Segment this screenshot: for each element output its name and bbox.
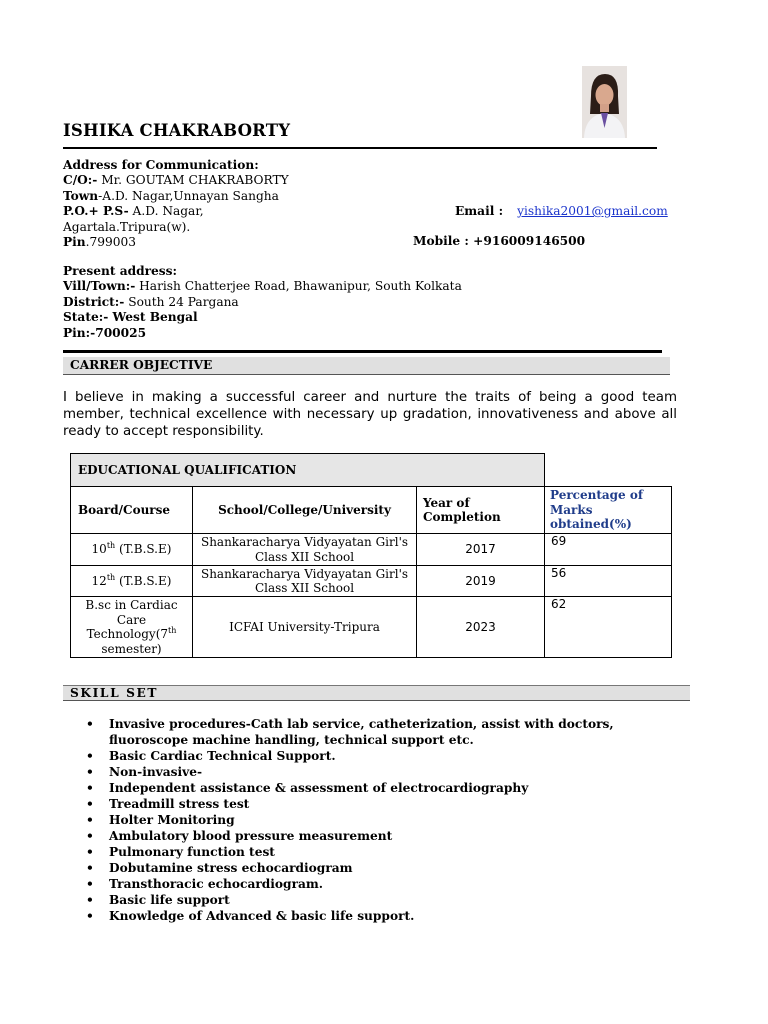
skills-heading: SKILL SET: [63, 685, 690, 701]
town-line: [63, 189, 289, 204]
pin-label: Pin: [63, 235, 86, 250]
district-label: District:-: [63, 294, 125, 309]
present-pin-value: 700025: [95, 325, 147, 340]
po-line: [63, 204, 289, 219]
header-school: School/College/University: [193, 487, 417, 534]
row-year: 2019: [417, 566, 545, 597]
co-value: Mr. GOUTAM CHAKRABORTY: [97, 173, 289, 188]
education-table: [70, 453, 672, 658]
list-item: • Independent assistance & assessment of electrocardiography: [86, 780, 686, 796]
mobile-value: +916009146500: [473, 234, 586, 248]
education-title: EDUCATIONAL QUALIFICATION: [71, 454, 545, 487]
list-item: • Dobutamine stress echocardiogram: [86, 860, 686, 876]
row-board: 12th (T.B.S.E): [71, 566, 193, 597]
list-item: • Basic life support: [86, 892, 686, 908]
row-school: ICFAI University-Tripura: [193, 597, 417, 658]
co-line: [63, 173, 289, 188]
present-address: [63, 264, 462, 341]
row-percentage: 62: [545, 597, 672, 658]
objective-heading: CARRER OBJECTIVE: [63, 357, 670, 375]
row-percentage: 69: [545, 534, 672, 566]
communication-address: [63, 158, 289, 250]
co-label: C/O:-: [63, 173, 98, 188]
district-line: [63, 295, 462, 310]
row-year: 2023: [417, 597, 545, 658]
list-item: • Treadmill stress test: [86, 796, 686, 812]
row-school: Shankaracharya Vidyayatan Girl's Class XII School: [193, 534, 417, 566]
list-item: • Non-invasive-: [86, 764, 686, 780]
profile-photo-image: [582, 66, 627, 138]
state-label: State:-: [63, 310, 109, 325]
education-section: [70, 453, 672, 658]
state-line: [63, 310, 462, 325]
list-item: • Knowledge of Advanced & basic life support.: [86, 908, 686, 924]
table-row: [71, 534, 672, 566]
vill-label: Vill/Town:-: [63, 279, 136, 294]
po-value: A.D. Nagar,: [128, 204, 204, 219]
list-item: • Transthoracic echocardiogram.: [86, 876, 686, 892]
communication-heading: Address for Communication:: [63, 158, 259, 172]
po-label: P.O.+ P.S-: [63, 204, 129, 219]
row-board: 10th (T.B.S.E): [71, 534, 193, 566]
district-value: South 24 Pargana: [124, 294, 239, 309]
row-year: 2017: [417, 534, 545, 566]
city-line: Agartala.Tripura(w).: [63, 219, 191, 234]
skills-list: [86, 716, 686, 924]
state-value: West Bengal: [108, 310, 198, 325]
list-item: • Basic Cardiac Technical Support.: [86, 748, 686, 764]
row-school: Shankaracharya Vidyayatan Girl's Class XII School: [193, 566, 417, 597]
town-label: Town: [63, 188, 99, 203]
list-item: • Holter Monitoring: [86, 812, 686, 828]
profile-photo: [582, 66, 627, 138]
row-board: B.sc in Cardiac Care Technology(7th semester): [71, 597, 193, 658]
mobile-row: [413, 234, 585, 249]
table-row: [71, 597, 672, 658]
list-item: • Ambulatory blood pressure measurement: [86, 828, 686, 844]
header-board: Board/Course: [71, 487, 193, 534]
email-label: Email :: [455, 204, 504, 218]
email-row: [455, 204, 668, 219]
header-divider: [63, 147, 657, 149]
list-item: • Invasive procedures-Cath lab service, catheterization, assist with doctors, fluoroscope machine handling, technical support etc.: [86, 716, 686, 748]
town-value: -A.D. Nagar,Unnayan Sangha: [98, 188, 279, 203]
education-header-row: [71, 487, 672, 534]
header-year: Year of Completion: [417, 487, 545, 534]
pin-line: [63, 235, 289, 250]
table-row: [71, 566, 672, 597]
present-heading: Present address:: [63, 264, 178, 278]
address-divider: [63, 350, 662, 353]
list-item: • Pulmonary function test: [86, 844, 686, 860]
header-percentage: Percentage of Marks obtained(%): [545, 487, 672, 534]
pin-value: .799003: [85, 235, 137, 250]
objective-text: I believe in making a successful career and nurture the traits of being a good team member, technical excellence with necessary up gradation, innovativeness and above all ready to accept responsibility.: [63, 390, 677, 439]
vill-line: [63, 279, 462, 294]
email-link[interactable]: yishika2001@gmail.com: [517, 204, 668, 218]
vill-value: Harish Chatterjee Road, Bhawanipur, South Kolkata: [135, 279, 462, 294]
present-pin-label: Pin:-: [63, 325, 96, 340]
candidate-name: ISHIKA CHAKRABORTY: [63, 121, 291, 140]
mobile-label: Mobile :: [413, 234, 474, 248]
present-pin-line: [63, 326, 462, 341]
row-percentage: 56: [545, 566, 672, 597]
